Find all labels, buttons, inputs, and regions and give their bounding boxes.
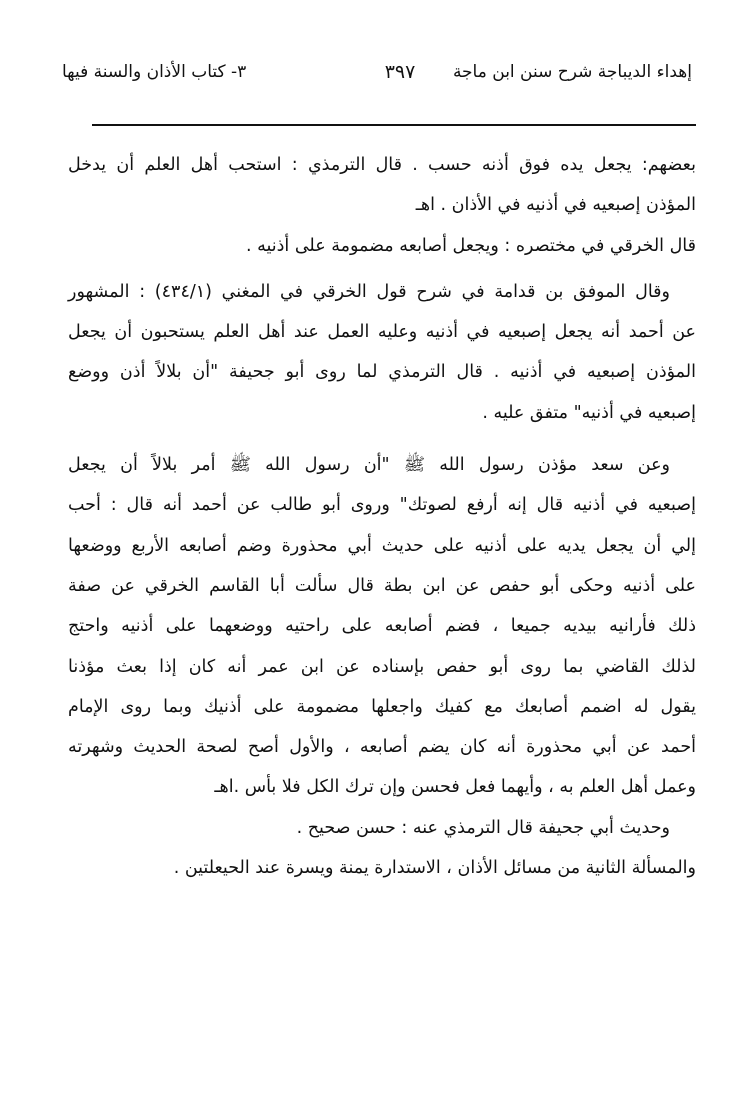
page-number: ٣٩٧ <box>384 61 416 83</box>
text-line: عن أحمد أنه يجعل إصبعيه في أذنيه وعليه العمل عند أهل العلم يستحبون أن يجعل <box>68 322 696 343</box>
body-text <box>68 145 696 888</box>
text-line: بعضهم: يجعل يده فوق أذنه حسب . قال الترمذي : استحب أهل العلم أن يدخل <box>68 155 696 175</box>
text-line: إلي أن يجعل يديه على أذنيه على حديث أبي محذورة وضم أصابعه الأربع ووضعها <box>68 535 696 556</box>
book-title: إهداء الديباجة شرح سنن ابن ماجة <box>452 62 692 82</box>
text-line: ذلك فأرانيه بيديه جميعا ، فضم أصابعه على راحتيه ووضعهما على أذنيه واحتج <box>68 616 696 637</box>
text-line: وعن سعد مؤذن رسول الله ﷺ "أن رسول الله ﷺ أمر بلالاً أن يجعل <box>68 455 670 476</box>
text-line: إصبعيه في أذنيه قال إنه أرفع لصوتك" وروى أبو طالب عن أحمد أنه قال : أحب <box>68 495 696 516</box>
text-line: لذلك القاضي بما روى أبو حفص بإسناده عن ابن عمر أنه كان إذا بعث مؤذنا <box>68 656 696 677</box>
text-line: وقال الموفق بن قدامة في شرح قول الخرقي في المغني (٤٣٤/١) : المشهور <box>68 281 670 302</box>
text-line: والمسألة الثانية من مسائل الأذان ، الاستدارة يمنة ويسرة عند الحيعلتين . <box>173 858 696 879</box>
text-line: قال الخرقي في مختصره : ويجعل أصابعه مضمومة على أذنيه . <box>245 235 696 256</box>
text-line: أحمد عن أبي محذورة أنه كان يضم أصابعه ، والأول أصح لصحة الحديث وشهرته <box>68 737 696 758</box>
page-header <box>62 52 692 92</box>
text-line: المؤذن إصبعيه في أذنيه . قال الترمذي لما روى أبو جحيفة "أن بلالاً أذن ووضع <box>68 362 696 383</box>
text-line: إصبعيه في أذنيه" متفق عليه . <box>482 402 696 423</box>
text-line: المؤذن إصبعيه في أذنيه في الأذان . اهـ <box>415 195 696 216</box>
header-divider <box>92 124 696 126</box>
text-line: على أذنيه وحكى أبو حفص عن ابن بطة قال سألت أبا القاسم الخرقي عن صفة <box>68 575 696 596</box>
chapter-title: ٣- كتاب الأذان والسنة فيها <box>62 62 247 82</box>
text-line: وعمل أهل العلم به ، وأيهما فعل فحسن وإن ترك الكل فلا بأس .اهـ <box>214 777 696 798</box>
text-line: يقول له اضمم أصابعك مع كفيك واجعلها مضمومة على أذنيك وبما روى الإمام <box>68 696 696 717</box>
text-line: وحديث أبي جحيفة قال الترمذي عنه : حسن صحيح . <box>296 817 670 838</box>
